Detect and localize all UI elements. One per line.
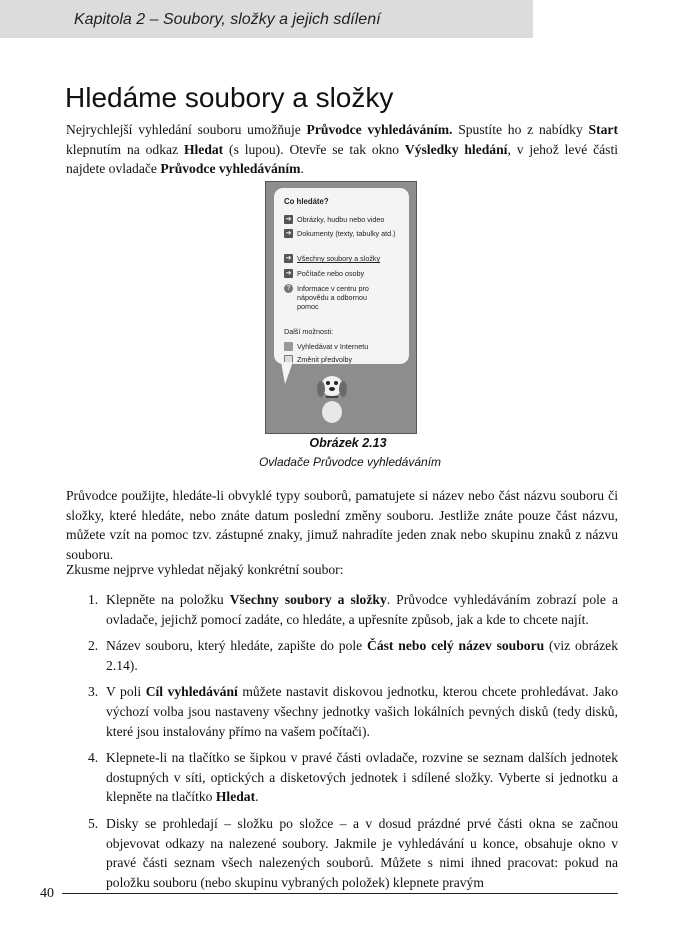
bold-term: Všechny soubory a složky [229,592,387,607]
section-title: Hledáme soubory a složky [65,82,394,113]
arrow-icon: ➔ [285,216,292,223]
text-run: klepnutím na odkaz [66,141,184,157]
running-header [0,0,533,38]
list-item [66,748,618,807]
panel-heading: Co hledáte? [284,197,329,206]
option-all-files[interactable]: ➔ Všechny soubory a složky [285,254,381,263]
option-help-center[interactable]: ? Informace v centru pro nápovědu a odbornou pomoc [284,284,377,311]
option-change-preferences[interactable]: Změnit předvolby [284,355,397,365]
figure-number: Obrázek 2.13 [309,436,387,450]
bold-term: Hledat [183,141,224,157]
list-item [66,814,618,892]
bold-term: Hledat [215,789,256,805]
text-run: Zkusme nejprve vyhledat nějaký konkrétní soubor: [66,562,344,577]
steps-list [66,590,618,899]
list-number: 2. [88,638,99,654]
list-number: 5. [88,815,99,831]
dog-assistant-icon [314,372,350,424]
search-panel [274,188,409,364]
bold-term: Start [588,122,618,137]
bold-term: Průvodce vyhledáváním [160,161,301,177]
text-run: . Průvodce vyhledáváním zobrazí pole a ovladače, jejichž pomocí zadáte, co hledáte, a upřesníte způsob, jak a kde to chcete najít. [106,592,618,627]
internet-search-icon [284,342,293,351]
more-options-heading: Další možnosti: [284,327,334,336]
text-run: Disky se prohledají – složku po složce – a v dosud prázdné prvé části okna se začnou objevovat odkazy na nalezené soubory. Jakmile je vyhledávání u konce, obsahuje okno v pravé části seznam všech nalezených souborů. Můžete s nimi ihned pracovat: pokud na položku souboru (nebo skupinu vybraných položek) klepnete pravým [106,815,618,890]
text-run: Spustíte ho z nabídky [452,122,589,137]
text-run: (s lupou). Otevře se tak okno [223,141,405,157]
footer-rule [62,893,618,894]
figure-search-companion [265,181,417,434]
list-number: 4. [88,750,99,766]
text-run: , v jehož levé části najdete ovladače [66,141,618,177]
list-item [66,682,618,741]
chapter-title: Kapitola 2 – Soubory, složky a jejich sdílení [74,11,381,28]
option-computers[interactable]: ➔ Počítače nebo osoby [285,269,365,278]
text-run: Název souboru, který hledáte, zapište do pole [106,638,368,654]
text-run: Klepnete-li na tlačítko se šipkou v pravé části ovladače, rozvine se seznam dalších jednotek dostupných v síti, optických a disketových jednotek i sdílené složky. Vyberte si jednotku a klepněte na tlačítko [106,750,618,805]
bold-term: Průvodce vyhledáváním. [306,122,453,137]
option-documents[interactable]: ➔ Dokumenty (texty, tabulky atd.) [285,229,396,238]
help-icon: ? [284,284,293,293]
list-item [66,590,618,629]
text-run: V poli [106,684,146,700]
arrow-icon: ➔ [285,255,292,262]
arrow-icon: ➔ [285,270,292,277]
list-number: 1. [88,592,99,607]
text-run: (viz obrázek 2.14). [106,638,618,673]
list-item [66,636,618,675]
body-paragraph [66,560,618,580]
page-number: 40 [40,886,54,901]
text-run: Průvodce použijte, hledáte-li obvyklé typy souborů, pamatujete si název nebo část názvu souboru či složky, které hledáte, nebo znáte datum poslední změny souboru. Jestliže znáte pouze část názvu, můžete vzít na pomoc tzv. zástupné znaky, jimuž nahradíte jeden znak nebo skupinu znaků z názvu souboru. [66,488,618,562]
bubble-tail [281,362,293,384]
bold-term: Část nebo celý název souboru [367,638,545,654]
body-paragraph [66,486,618,564]
text-run: Klepněte na položku [106,592,230,607]
list-number: 3. [88,684,99,700]
bold-term: Cíl vyhledávání [145,684,238,700]
option-internet-search[interactable]: Vyhledávat v Internetu [284,342,397,351]
text-run: . [255,789,259,805]
bold-term: Výsledky hledání [404,141,508,157]
text-run: . [300,161,304,177]
intro-paragraph [66,120,618,179]
arrow-icon: ➔ [285,230,292,237]
text-run: Nejrychlejší vyhledání souboru umožňuje [66,122,307,137]
figure-caption: Ovladače Průvodce vyhledáváním [258,455,442,469]
text-run: můžete nastavit diskovou jednotku, kterou chcete prohledávat. Jako výchozí volba jsou nastaveny všechny jednotky vašich lokálních pevných disků (tedy disků, které jsou instalovány přímo na vašem počítači). [106,684,619,739]
option-pictures[interactable]: ➔ Obrázky, hudbu nebo video [285,215,385,224]
